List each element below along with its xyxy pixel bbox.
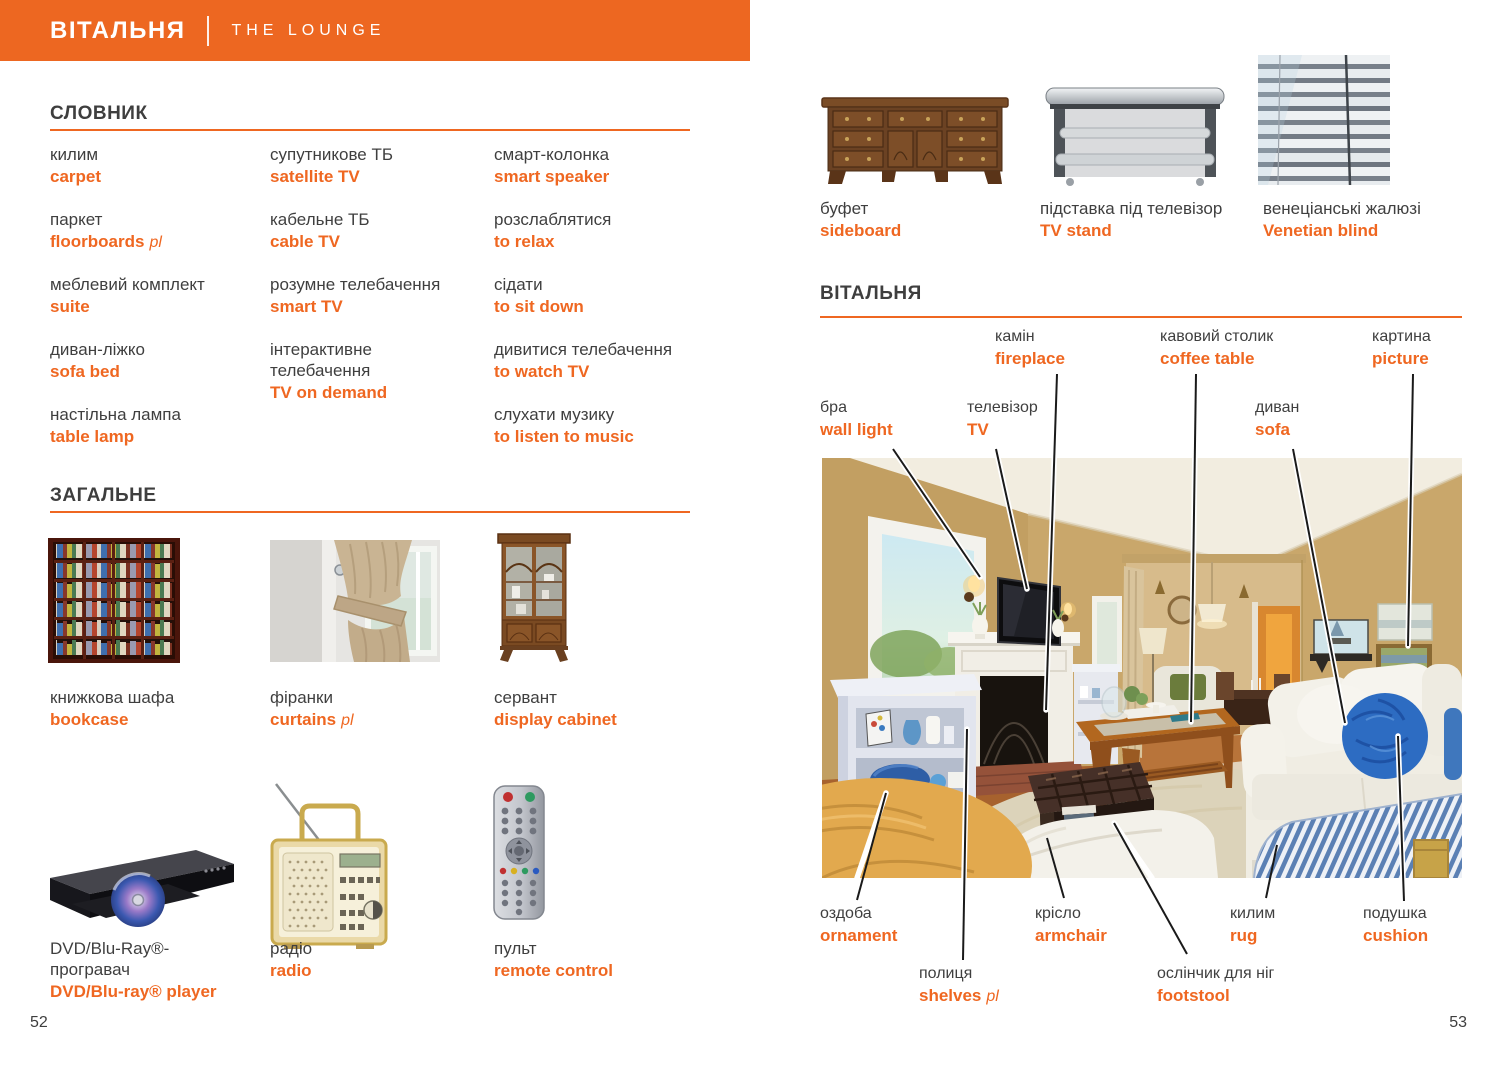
term-uk: DVD/Blu-Ray®-програвач [50,939,170,979]
term-uk: подушка [1363,905,1427,922]
label-cushion [1363,904,1428,947]
term-uk: картина [1372,328,1431,345]
remote-control-photo [492,784,546,921]
vocab-column-3 [494,144,714,469]
header-divider [207,16,209,46]
term-uk: фіранки [270,688,333,707]
term-en [50,295,265,319]
term-uk: меблевий комплект [50,275,205,294]
general-rule [50,511,690,513]
sideboard-photo [820,86,1010,186]
vocab-entry [270,274,455,339]
term-en: coffee table [1160,349,1255,368]
vocab-entry [50,339,265,404]
vocab-entry [270,339,455,427]
term-en [494,959,613,982]
vocab-entry [50,274,265,339]
label-fireplace [995,327,1065,370]
term-en: sofa [1255,420,1290,439]
vocab-entry [494,209,714,274]
term-en [50,425,265,449]
term-uk: смарт-колонка [494,145,610,164]
chapter-title-en: THE LOUNGE [231,21,386,39]
term-en [494,165,714,188]
term-en-text: DVD/Blu-ray® player [50,982,217,1001]
term-en: footstool [1157,986,1230,1005]
term-uk: інтерактивне телебачення [270,340,372,380]
vocab-column-1 [50,144,265,469]
term-en [270,295,455,318]
chapter-header-band [0,0,750,61]
tv [998,578,1060,645]
plural-marker: pl [149,234,162,251]
term-en: armchair [1035,926,1107,945]
term-uk: сідати [494,275,543,294]
gold-box [1414,840,1448,878]
term-uk: телевізор [967,399,1038,416]
term-en [494,230,714,253]
label-armchair [1035,904,1107,947]
term-en-text: table lamp [50,427,135,446]
term-en [820,219,901,242]
page-number-right: 53 [1449,1014,1467,1031]
term-en-text: suite [50,297,90,316]
caption-venetian-blind [1263,198,1421,242]
term-en-text: to listen to music [494,427,634,446]
term-en [270,959,312,982]
term-en [50,708,174,731]
label-tv [967,398,1038,441]
label-rug [1230,904,1275,947]
blue-cushion [1342,693,1428,779]
term-en [270,165,455,188]
dvd-player-photo [46,844,236,936]
term-en-text: satellite TV [270,167,360,186]
vocab-entry [494,404,714,469]
term-en [50,165,265,189]
plural-marker: pl [341,712,354,729]
term-en-text: sideboard [820,221,902,240]
term-en-text: shelves [919,986,982,1005]
term-uk: книжкова шафа [50,688,175,707]
term-en [270,381,455,404]
vocab-entry [270,144,455,209]
term-en: picture [1372,349,1429,368]
term-uk: підставка під телевізор [1040,199,1223,218]
term-en [50,360,265,384]
vocabulary-heading: СЛОВНИК [50,103,148,124]
term-en [494,360,714,383]
term-en-text: TV on demand [270,383,388,402]
radio-photo [270,782,388,952]
term-en: TV [967,420,989,439]
term-en [1263,219,1421,242]
label-wall-light [820,398,893,441]
label-shelves [919,964,999,1008]
vocabulary-rule [50,129,690,131]
term-en [494,295,714,318]
term-uk: оздоба [820,905,872,922]
venetian-blind-photo [1258,55,1390,185]
term-en-text: remote control [494,961,614,980]
term-uk: кавовий столик [1160,328,1274,345]
term-en-text: display cabinet [494,710,617,729]
term-uk: ослінчик для ніг [1157,965,1275,982]
term-en [50,230,265,254]
caption-curtains [270,687,354,732]
term-en-text: smart speaker [494,167,610,186]
term-en-text: cable TV [270,232,340,251]
term-uk: диван [1255,399,1300,416]
term-en-text: bookcase [50,710,129,729]
term-en-text: to sit down [494,297,584,316]
vocab-entry [494,144,714,209]
caption-radio [270,938,312,982]
living-room-photo [822,458,1462,878]
term-en [270,708,354,732]
term-uk: дивитися телебачення [494,340,673,359]
term-en: cushion [1363,926,1429,945]
plural-marker: pl [986,988,999,1005]
term-uk: килим [50,145,99,164]
term-uk: венеціанські жалюзі [1263,199,1421,218]
term-uk: супутникове ТБ [270,145,394,164]
term-en-text: to relax [494,232,555,251]
bookcase-photo [48,538,180,663]
vocab-entry [270,209,455,274]
term-uk: килим [1230,905,1276,922]
general-heading: ЗАГАЛЬНЕ [50,485,157,506]
page-number-left: 52 [30,1014,48,1031]
vocab-entry [50,144,265,209]
term-uk: бра [820,399,847,416]
term-en: rug [1230,926,1258,945]
term-uk: слухати музику [494,405,615,424]
term-uk: радіо [270,939,313,958]
term-en [919,984,999,1008]
term-en: ornament [820,926,898,945]
small-window [1092,596,1122,672]
scene-heading: ВІТАЛЬНЯ [820,283,922,304]
label-sofa [1255,398,1299,441]
vocab-entry [50,404,265,469]
curtains-photo [270,540,440,662]
term-en: fireplace [995,349,1065,368]
term-en [1040,219,1222,242]
term-en-text: radio [270,961,312,980]
term-en [270,230,455,253]
vocab-column-2 [270,144,455,427]
term-en: wall light [820,420,893,439]
term-en [50,980,217,1003]
term-en-text: smart TV [270,297,343,316]
term-uk: настільна лампа [50,405,181,424]
caption-dvd-player [50,938,217,1003]
scene-rule [820,316,1462,318]
term-uk: крісло [1035,905,1081,922]
term-en-text: TV stand [1040,221,1112,240]
label-ornament [820,904,897,947]
term-uk: пульт [494,939,537,958]
term-uk: полиця [919,965,973,982]
term-en-text: carpet [50,167,102,186]
term-en-text: curtains [270,710,337,729]
term-en [494,425,714,448]
term-uk: паркет [50,210,103,229]
term-uk: сервант [494,688,557,707]
tv-stand-photo [1040,80,1230,190]
term-uk: камін [995,328,1035,345]
term-uk: буфет [820,199,869,218]
label-footstool [1157,964,1274,1007]
term-uk: розслаблятися [494,210,612,229]
term-uk: розумне телебачення [270,275,441,294]
term-en [494,708,617,731]
caption-bookcase [50,687,174,731]
caption-tv-stand [1040,198,1222,242]
term-uk: кабельне ТБ [270,210,370,229]
caption-display-cabinet [494,687,617,731]
caption-sideboard [820,198,901,242]
term-en-text: to watch TV [494,362,590,381]
term-en-text: sofa bed [50,362,120,381]
caption-remote-control [494,938,613,982]
term-uk: диван-ліжко [50,340,145,359]
chapter-title-uk: ВІТАЛЬНЯ [50,16,186,44]
label-coffee-table [1160,327,1273,370]
vocab-entry [50,209,265,274]
vocab-entry [494,274,714,339]
term-en-text: floorboards [50,232,145,251]
vocab-entry [494,339,714,404]
display-cabinet-photo [496,530,572,665]
label-picture [1372,327,1431,370]
term-en-text: Venetian blind [1263,221,1379,240]
